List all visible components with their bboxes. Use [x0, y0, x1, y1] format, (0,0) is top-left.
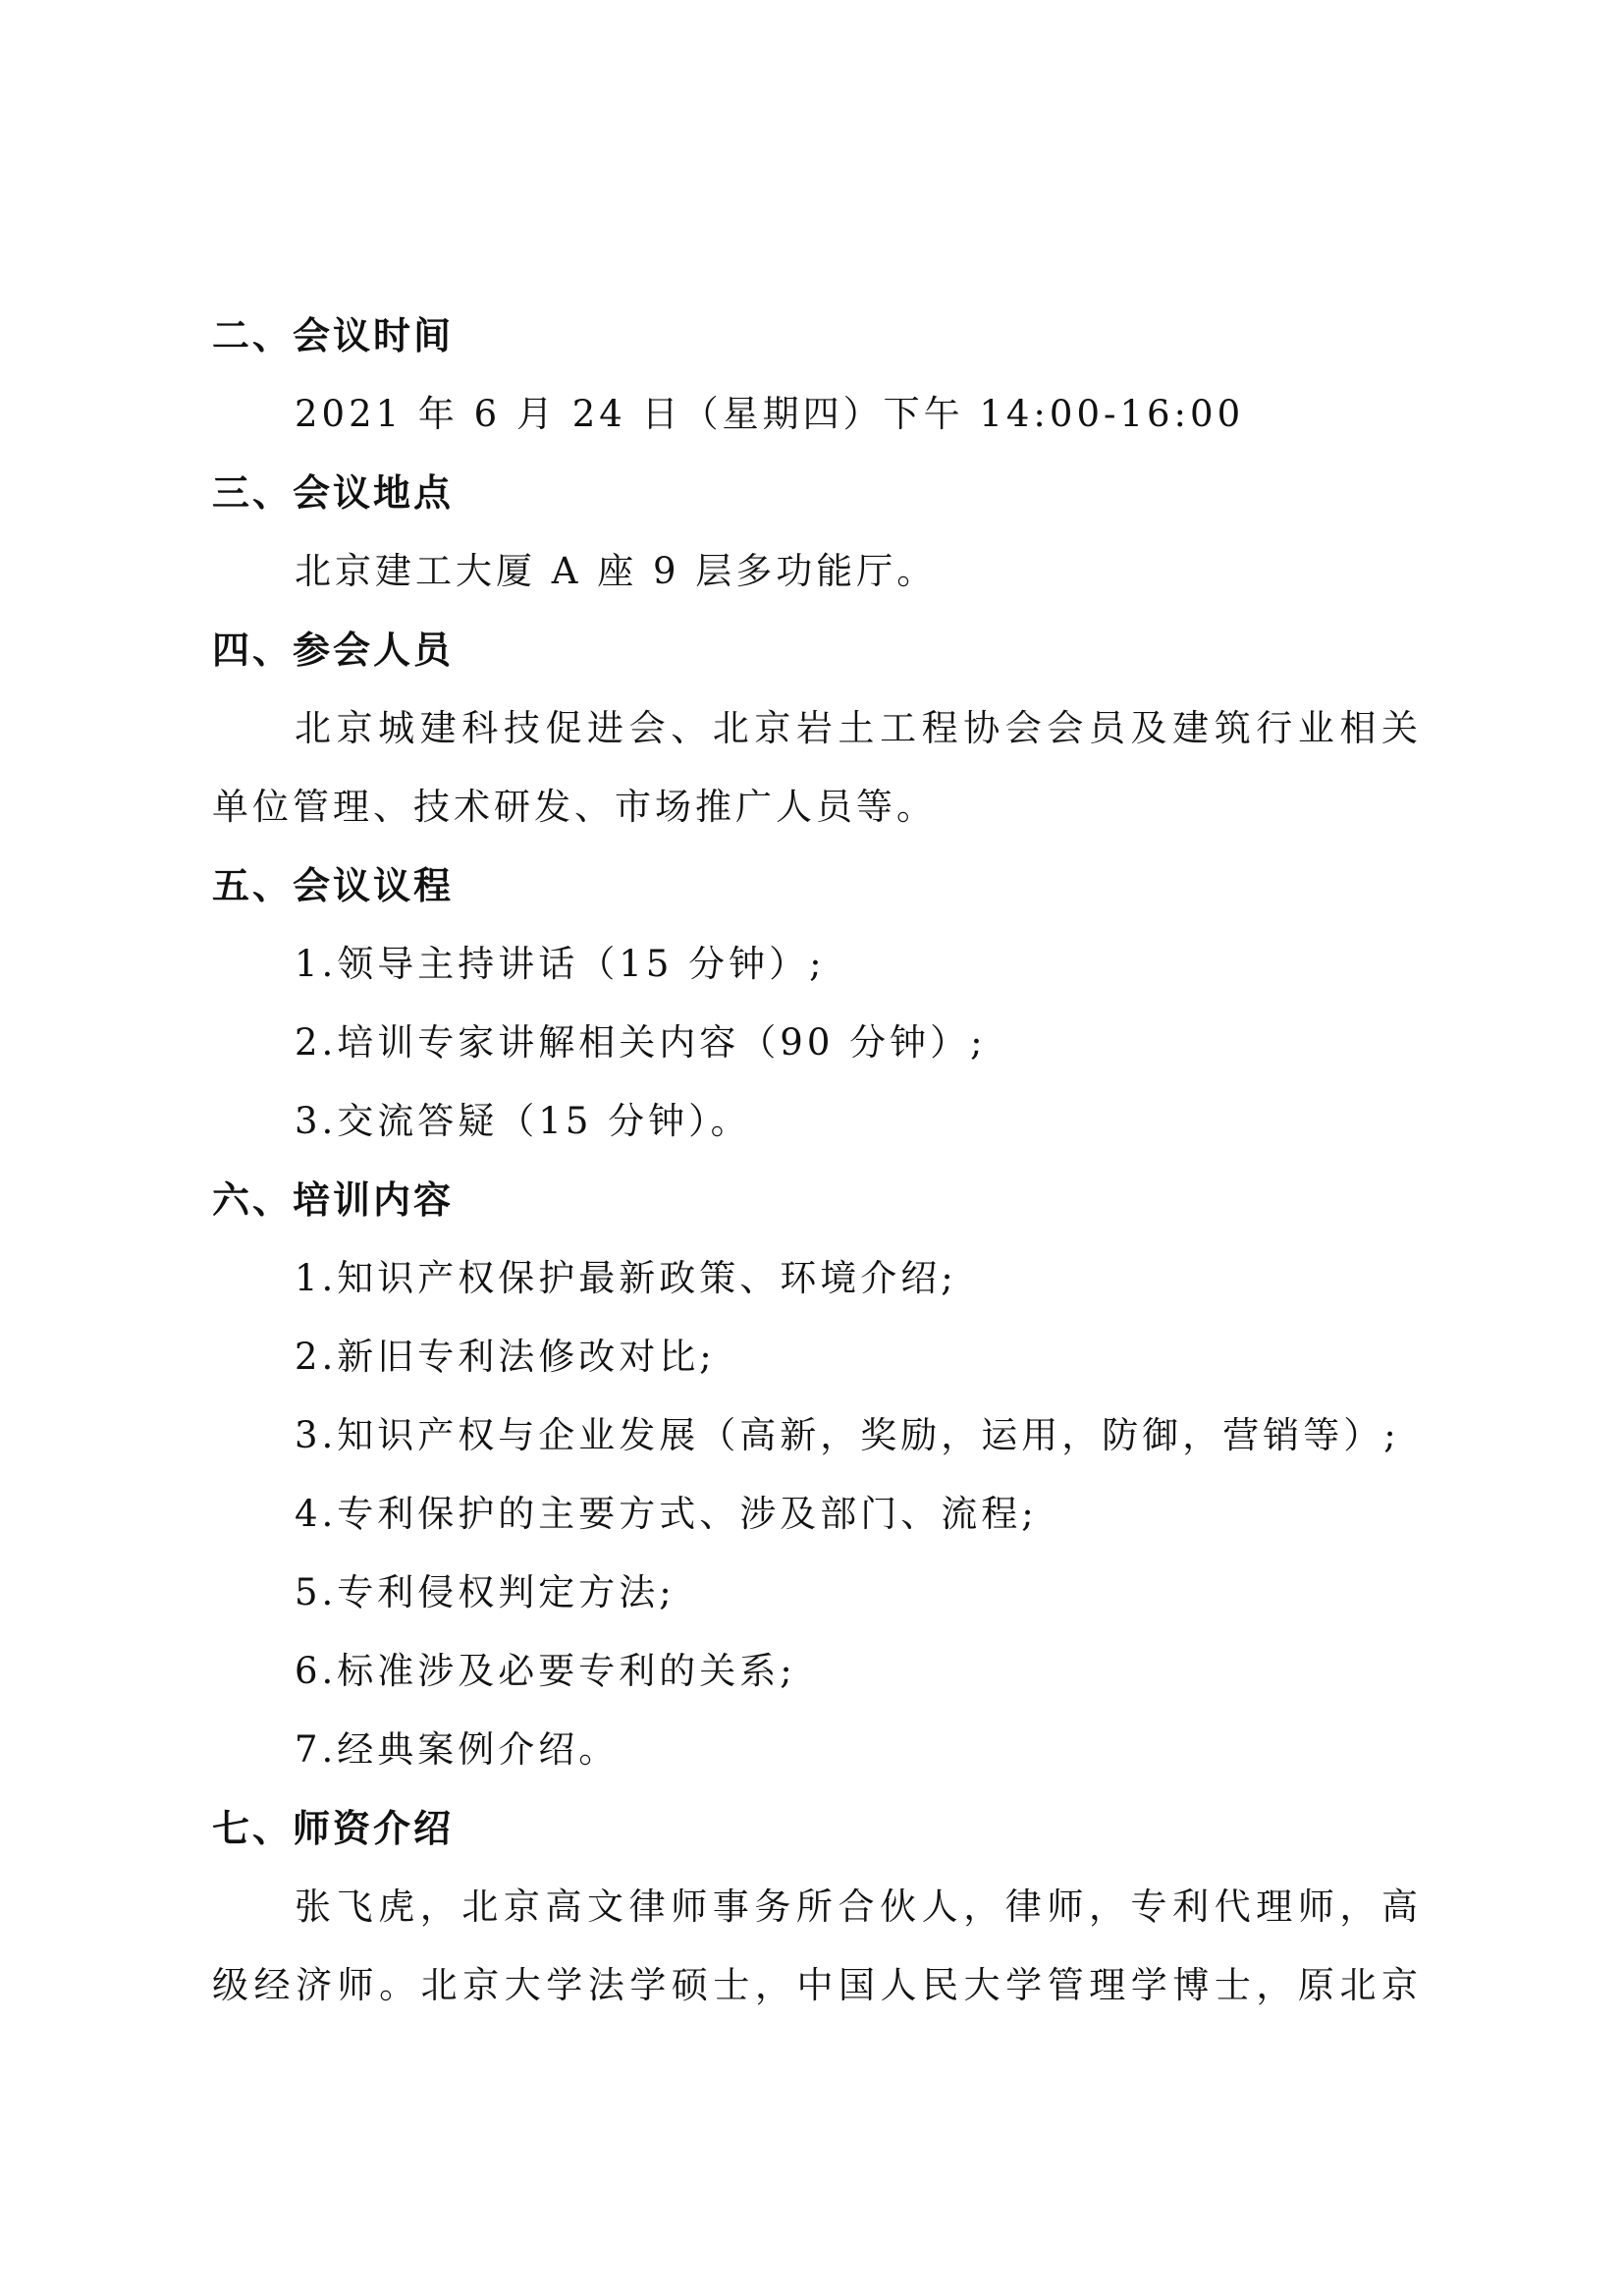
instructor-bio-line-2: 级经济师。北京大学法学硕士，中国人民大学管理学博士，原北京: [212, 1964, 1422, 2006]
attendees-text-line-2: 单位管理、技术研发、市场推广人员等。: [212, 786, 937, 828]
training-content-item: 3.知识产权与企业发展（高新，奖励，运用，防御，营销等）;: [295, 1414, 1400, 1456]
section-heading-agenda: 五、会议议程: [212, 864, 455, 907]
section-heading-training-content: 六、培训内容: [212, 1178, 455, 1222]
training-content-item: 6.标准涉及必要专利的关系;: [295, 1650, 796, 1692]
attendees-text-line-1: 北京城建科技促进会、北京岩土工程协会会员及建筑行业相关: [295, 707, 1422, 749]
agenda-item: 1.领导主持讲话（15 分钟）;: [295, 943, 826, 985]
training-content-item: 4.专利保护的主要方式、涉及部门、流程;: [295, 1493, 1038, 1535]
section-heading-meeting-location: 三、会议地点: [212, 471, 455, 515]
training-content-item: 7.经典案例介绍。: [295, 1728, 620, 1771]
training-content-item: 5.专利侵权判定方法;: [295, 1571, 676, 1613]
agenda-item: 3.交流答疑（15 分钟）。: [295, 1100, 751, 1142]
section-heading-instructor: 七、师资介绍: [212, 1807, 455, 1850]
agenda-item: 2.培训专家讲解相关内容（90 分钟）;: [295, 1021, 987, 1064]
meeting-location-text: 北京建工大厦 A 座 9 层多功能厅。: [295, 550, 938, 592]
section-heading-meeting-time: 二、会议时间: [212, 314, 455, 357]
training-content-item: 1.知识产权保护最新政策、环境介绍;: [295, 1257, 957, 1299]
training-content-item: 2.新旧专利法修改对比;: [295, 1336, 716, 1378]
instructor-bio-line-1: 张飞虎，北京高文律师事务所合伙人，律师，专利代理师，高: [295, 1886, 1422, 1928]
section-heading-attendees: 四、参会人员: [212, 629, 455, 672]
meeting-time-text: 2021 年 6 月 24 日（星期四）下午 14:00-16:00: [295, 393, 1245, 435]
